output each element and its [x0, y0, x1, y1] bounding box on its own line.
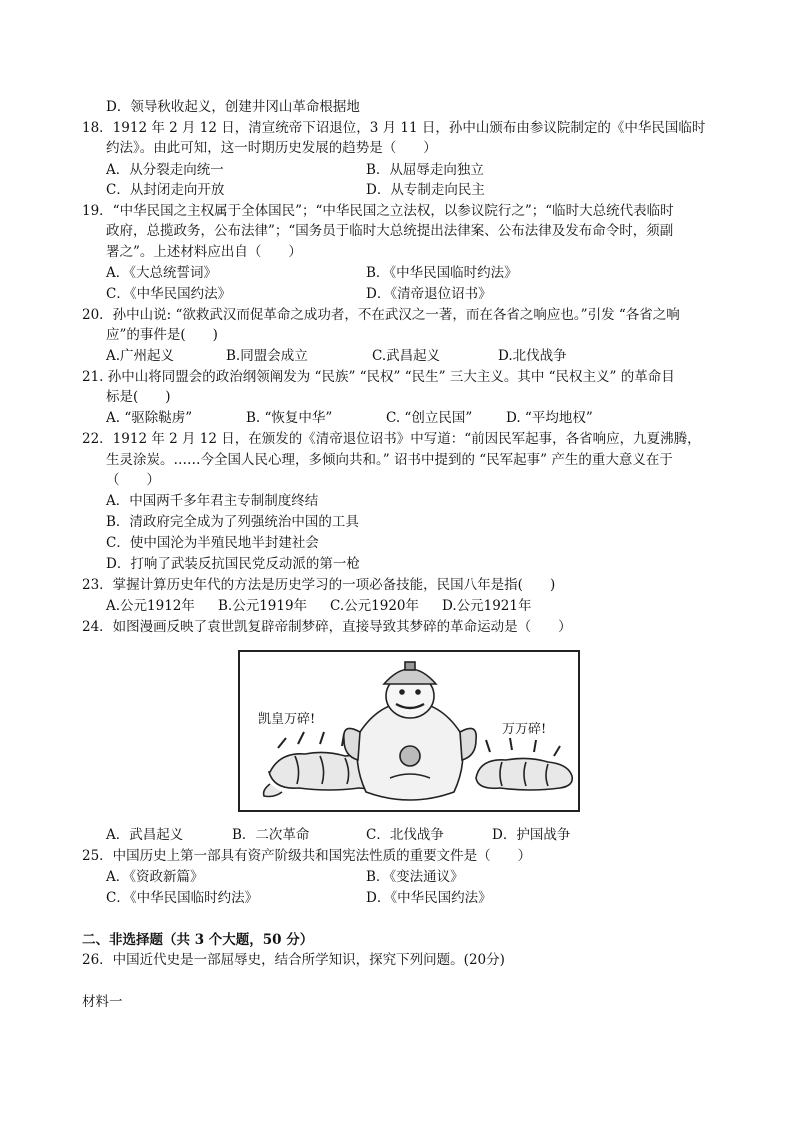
q17-option-d: D．领导秋收起义，创建井冈山革命根据地: [106, 99, 360, 115]
q19-option-b: B．《中华民国临时约法》: [366, 265, 518, 281]
q25-option-d: D．《中华民国约法》: [366, 890, 492, 906]
q24-option-a: A．武昌起义: [106, 827, 184, 843]
q21-option-c: C. “创立民国”: [386, 410, 473, 426]
q23-stem-line1: 23．掌握计算历史年代的方法是历史学习的一项必备技能，民国八年是指( ): [82, 577, 556, 593]
q24-option-c: C．北伐战争: [366, 827, 444, 843]
q21-stem-line1: 21. 孙中山将同盟会的政治纲领阐发为 “民族” “民权” “民生” 三大主义。其中 “民权主义” 的革命目: [82, 369, 675, 385]
right-motion-lines: [486, 738, 560, 756]
q21-stem-line2: 标是( ): [106, 389, 171, 405]
cartoon-left-caption: 凯皇万碎!: [258, 712, 316, 727]
cartoon-right-caption: 万万碎!: [502, 722, 547, 737]
yuan-shikai-cartoon: [238, 650, 580, 812]
q19-option-a: A．《大总统誓词》: [106, 265, 217, 281]
q21-option-a: A. “驱除鞑虏”: [106, 410, 193, 426]
q20-option-c: C.武昌起义: [372, 348, 441, 364]
q24-option-d: D．护国战争: [492, 827, 571, 843]
q20-stem-line2: 应”的事件是( ): [106, 327, 218, 343]
q22-option-d: D．打响了武装反抗国民党反动派的第一枪: [106, 556, 360, 572]
q18-stem-line1: 18．1912 年 2 月 12 日，清宣统帝下诏退位，3 月 11 日，孙中山颁布由参议院制定的《中华民国临时: [82, 120, 706, 136]
q22-stem-line1: 22．1912 年 2 月 12 日，在颁发的《清帝退位诏书》中写道：“前因民军起事，各省响应，九夏沸腾，: [82, 431, 701, 447]
q26-stem-line1: 26．中国近代史是一部屈辱史，结合所学知识，探究下列问题。(20分): [82, 952, 505, 968]
q24-option-b: B．二次革命: [232, 827, 310, 843]
q19-stem-line2: 政府，总揽政务，公布法律”；“国务员于临时大总统提出法律案、公布法律及发布命令时，须副: [106, 223, 674, 239]
right-kneeling-figures: [476, 758, 572, 790]
q22-stem-line2: 生灵涂炭。……今全国人民心理，多倾向共和。” 诏书中提到的 “民军起事” 产生的重大意义在于: [106, 452, 673, 468]
q22-option-a: A．中国两千多年君主专制制度终结: [106, 493, 319, 509]
q20-option-a: A.广州起义: [106, 348, 175, 364]
material-1-label: 材料一: [82, 994, 123, 1010]
q19-option-c: C．《中华民国约法》: [106, 286, 232, 302]
q18-option-b: B．从屈辱走向独立: [366, 162, 484, 178]
q25-option-b: B．《变法通议》: [366, 869, 464, 885]
q18-stem-line2: 约法》。由此可知，这一时期历史发展的趋势是（ ）: [106, 140, 437, 156]
section-2-title: 二、非选择题（共 3 个大题，50 分）: [82, 932, 314, 948]
q21-option-b: B. “恢复中华”: [246, 410, 333, 426]
q22-option-c: C．使中国沦为半殖民地半封建社会: [106, 535, 319, 551]
q22-stem-line3: （ ）: [106, 472, 160, 488]
q24-stem-line1: 24．如图漫画反映了袁世凯复辟帝制梦碎，直接导致其梦碎的革命运动是（ ）: [82, 619, 572, 635]
q20-option-b: B.同盟会成立: [226, 348, 308, 364]
left-motion-lines: [278, 732, 344, 748]
q18-option-c: C．从封闭走向开放: [106, 182, 225, 198]
q19-stem-line3: 署之”。上述材料应出自（ ）: [106, 244, 302, 260]
q18-option-a: A．从分裂走向统一: [106, 162, 224, 178]
q20-stem-line1: 20．孙中山说: “欲救武汉而促革命之成功者，不在武汉之一著，而在各省之响应也。”引发 “各省之响: [82, 307, 680, 323]
q19-stem-line1: 19．“中华民国之主权属于全体国民”；“中华民国之立法权，以参议院行之”；“临时大总统代表临时: [82, 203, 674, 219]
q25-option-c: C．《中华民国临时约法》: [106, 890, 259, 906]
q25-option-a: A．《资政新篇》: [106, 869, 204, 885]
q23-option-a: A.公元1912年: [106, 598, 195, 614]
q22-option-b: B．清政府完全成为了列强统治中国的工具: [106, 514, 359, 530]
q19-option-d: D．《清帝退位诏书》: [366, 286, 492, 302]
q20-option-d: D.北伐战争: [498, 348, 567, 364]
q23-option-c: C.公元1920年: [330, 598, 419, 614]
q23-option-b: B.公元1919年: [218, 598, 308, 614]
q25-stem-line1: 25．中国历史上第一部具有资产阶级共和国宪法性质的重要文件是（ ）: [82, 848, 532, 864]
q23-option-d: D.公元1921年: [442, 598, 532, 614]
q18-option-d: D．从专制走向民主: [366, 182, 485, 198]
q21-option-d: D. “平均地权”: [506, 410, 593, 426]
emperor-figure: [344, 662, 476, 800]
